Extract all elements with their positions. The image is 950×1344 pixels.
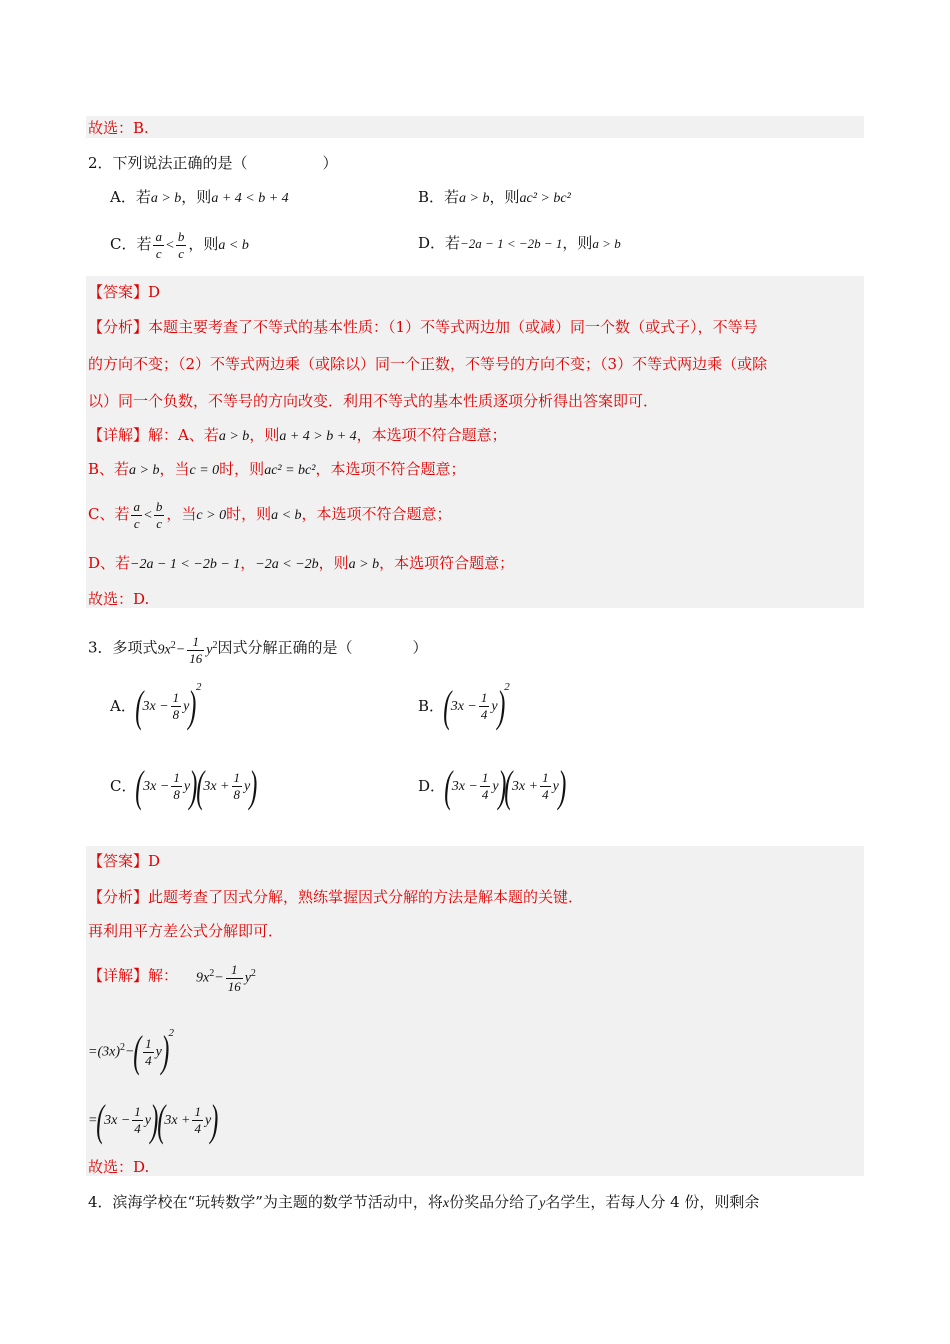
q2-detail-a-pre: 解：A、若 [148, 426, 219, 444]
q3-option-c [110, 762, 257, 811]
q2-option-a-then: ，则 [181, 188, 212, 206]
q3-step-1 [88, 1024, 174, 1077]
q2-detail-b-pre: B、若 [88, 460, 130, 478]
q3-analysis-tag: 【分析】 [88, 888, 149, 906]
q2-detail-c-op: < [143, 508, 152, 523]
q3-answer: 【答案】D [88, 852, 161, 870]
q2-detail-d-mid: ，则 [318, 554, 349, 572]
q3-analysis [88, 886, 583, 908]
q3-analysis-2: 再利用平方差公式分解即可． [88, 922, 284, 940]
q3-detail [88, 954, 256, 999]
q4-stem-b: 份奖品分给了 [449, 1193, 540, 1211]
q2-detail-c-frac-right: $\frac{b}{c}$ [155, 498, 163, 531]
q1-conclusion: 故选：B. [88, 119, 149, 137]
q2-option-d-then: ，则 [562, 234, 593, 252]
q2-option-c-frac-right: $\frac{b}{c}$ [177, 228, 185, 261]
q2-detail-c-end: ，本选项不符合题意； [301, 505, 452, 523]
q2-detail-a-mid: ，则 [249, 426, 280, 444]
q3-option-a [110, 682, 202, 731]
q4-stem-c: 名学生，若每人分 4 份，则剩余 [545, 1193, 760, 1211]
q2-detail-d-cond: −2a − 1 < −2b − 1 [130, 557, 241, 572]
q2-option-c [110, 226, 249, 264]
q2-detail-d-pre: D、若 [88, 554, 131, 572]
q3-step-2-expr: =(3x − $\frac{1}{4}$ y)(3x + $\frac{1}{4}$ y) [88, 1095, 219, 1145]
q2-detail-b-res: ac² = bc² [264, 463, 316, 478]
q2-detail-c [88, 496, 452, 534]
q2-detail-d-end: ，本选项符合题意； [379, 554, 515, 572]
q2-detail-c-when: ，当 [166, 505, 197, 523]
q2-answer: 【答案】D [88, 283, 161, 301]
q2-option-a-result: a + 4 < b + 4 [211, 191, 289, 206]
q2-detail-a-res: a + 4 > b + 4 [279, 429, 357, 444]
q3-option-a-label: A． [110, 697, 136, 715]
q2-option-c-frac-left: $\frac{a}{c}$ [155, 228, 162, 261]
q3-detail-tag: 【详解】 [88, 966, 149, 985]
q2-option-a-cond: a > b [150, 191, 182, 206]
q4-stem [88, 1191, 759, 1215]
q1-tail-block [86, 116, 864, 138]
q2-detail-c-pre: C、若 [88, 505, 130, 523]
q2-option-c-then: ，则 [188, 235, 219, 253]
q2-option-d [418, 232, 621, 255]
q2-detail-c-frac-left: $\frac{a}{c}$ [133, 498, 140, 531]
q2-option-d-label: D．若 [418, 234, 461, 252]
q2-detail-c-res: a < b [271, 508, 302, 523]
q3-option-d-label: D． [418, 777, 446, 795]
q4-var-x: x [442, 1196, 450, 1211]
q2-detail-d [88, 552, 514, 576]
q2-detail-d-step: −2a < −2b [255, 557, 319, 572]
q2-detail-c-time: 时，则 [226, 505, 272, 523]
q2-option-b [418, 186, 571, 210]
q2-option-d-cond: −2a − 1 < −2b − 1 [460, 236, 563, 251]
q3-option-c-label: C． [110, 777, 137, 795]
q2-detail-b-end: ，本选项不符合题意； [315, 460, 466, 478]
q4-var-y: y [539, 1196, 546, 1211]
q3-detail-expr: $9x^2-$ $\frac{1}{16}$ $y^2$ [196, 961, 256, 994]
q2-option-b-result: ac² > bc² [519, 191, 571, 206]
q3-step-2 [88, 1096, 218, 1145]
q2-option-b-cond: a > b [459, 191, 490, 206]
q2-analysis-2: 的方向不变；（2）不等式两边乘（或除以）同一个正数，不等号的方向不变；（3）不等式两边乘（或除 [88, 355, 768, 373]
q3-stem-post: 因式分解正确的是（ ） [217, 638, 428, 657]
q3-polynomial: $9x^2-$ $\frac{1}{16}$ $y^2$ [157, 633, 218, 666]
q3-option-d-expr: (3x − $\frac{1}{4}$ y)(3x + $\frac{1}{4}$ y) [444, 761, 567, 811]
q2-detail-b-time: 时，则 [219, 460, 265, 478]
q2-option-c-result: a < b [218, 238, 249, 253]
q2-option-a-label: A．若 [110, 188, 151, 206]
q3-option-c-expr: (3x − $\frac{1}{8}$ y)(3x + $\frac{1}{8}$ y) [135, 761, 258, 811]
q2-analysis-3: 以）同一个负数，不等号的方向改变．利用不等式的基本性质逐项分析得出答案即可． [88, 392, 659, 410]
q3-option-d [418, 762, 565, 811]
q3-option-b-expr: (3x − $\frac{1}{4}$ y)$^2$ [443, 681, 510, 731]
q2-detail-b [88, 458, 465, 482]
q2-detail-a-end: ，本选项不符合题意； [356, 426, 507, 444]
q3-option-a-expr: (3x − $\frac{1}{8}$ y)$^2$ [135, 681, 202, 731]
q3-analysis-text: 此题考查了因式分解，熟练掌握因式分解的方法是解本题的关键． [148, 888, 584, 906]
q2-option-d-result: a > b [592, 236, 621, 251]
q2-detail-d-res: a > b [348, 557, 380, 572]
q2-detail-b-when: ，当 [159, 460, 190, 478]
q2-detail-b-c: c = 0 [189, 463, 220, 478]
q2-analysis-1 [88, 316, 758, 338]
q3-option-b [418, 682, 510, 731]
q2-option-c-label: C．若 [110, 235, 152, 253]
q2-option-b-then: ，则 [489, 188, 520, 206]
q3-step-1-expr: $=(3x)^2-$( $\frac{1}{4}$ y)$^2$ [88, 1026, 174, 1077]
q3-option-b-label: B． [418, 697, 445, 715]
q2-option-c-op: < [165, 238, 174, 253]
q2-option-a [110, 186, 289, 210]
q3-stem [88, 626, 427, 671]
q2-detail-d-sep: ， [240, 554, 256, 572]
q2-detail-a [88, 424, 507, 448]
q3-detail-pre: 解： [148, 966, 179, 985]
q3-conclusion: 故选：D. [88, 1158, 150, 1176]
q2-option-b-label: B．若 [418, 188, 460, 206]
q2-detail-tag: 【详解】 [88, 426, 149, 444]
q2-conclusion: 故选：D. [88, 590, 150, 608]
q2-analysis-text-1: 本题主要考查了不等式的基本性质：（1）不等式两边加（或减）同一个数（或式子），不等号 [148, 318, 758, 336]
q2-analysis-tag: 【分析】 [88, 318, 149, 336]
q2-detail-a-cond: a > b [218, 429, 250, 444]
q2-detail-c-c: c > 0 [196, 508, 227, 523]
q3-stem-pre: 3．多项式 [88, 638, 158, 657]
q2-detail-b-cond: a > b [129, 463, 160, 478]
q2-stem: 2．下列说法正确的是（ ） [88, 154, 338, 172]
q4-stem-a: 4．滨海学校在“玩转数学”为主题的数学节活动中，将 [88, 1193, 443, 1211]
